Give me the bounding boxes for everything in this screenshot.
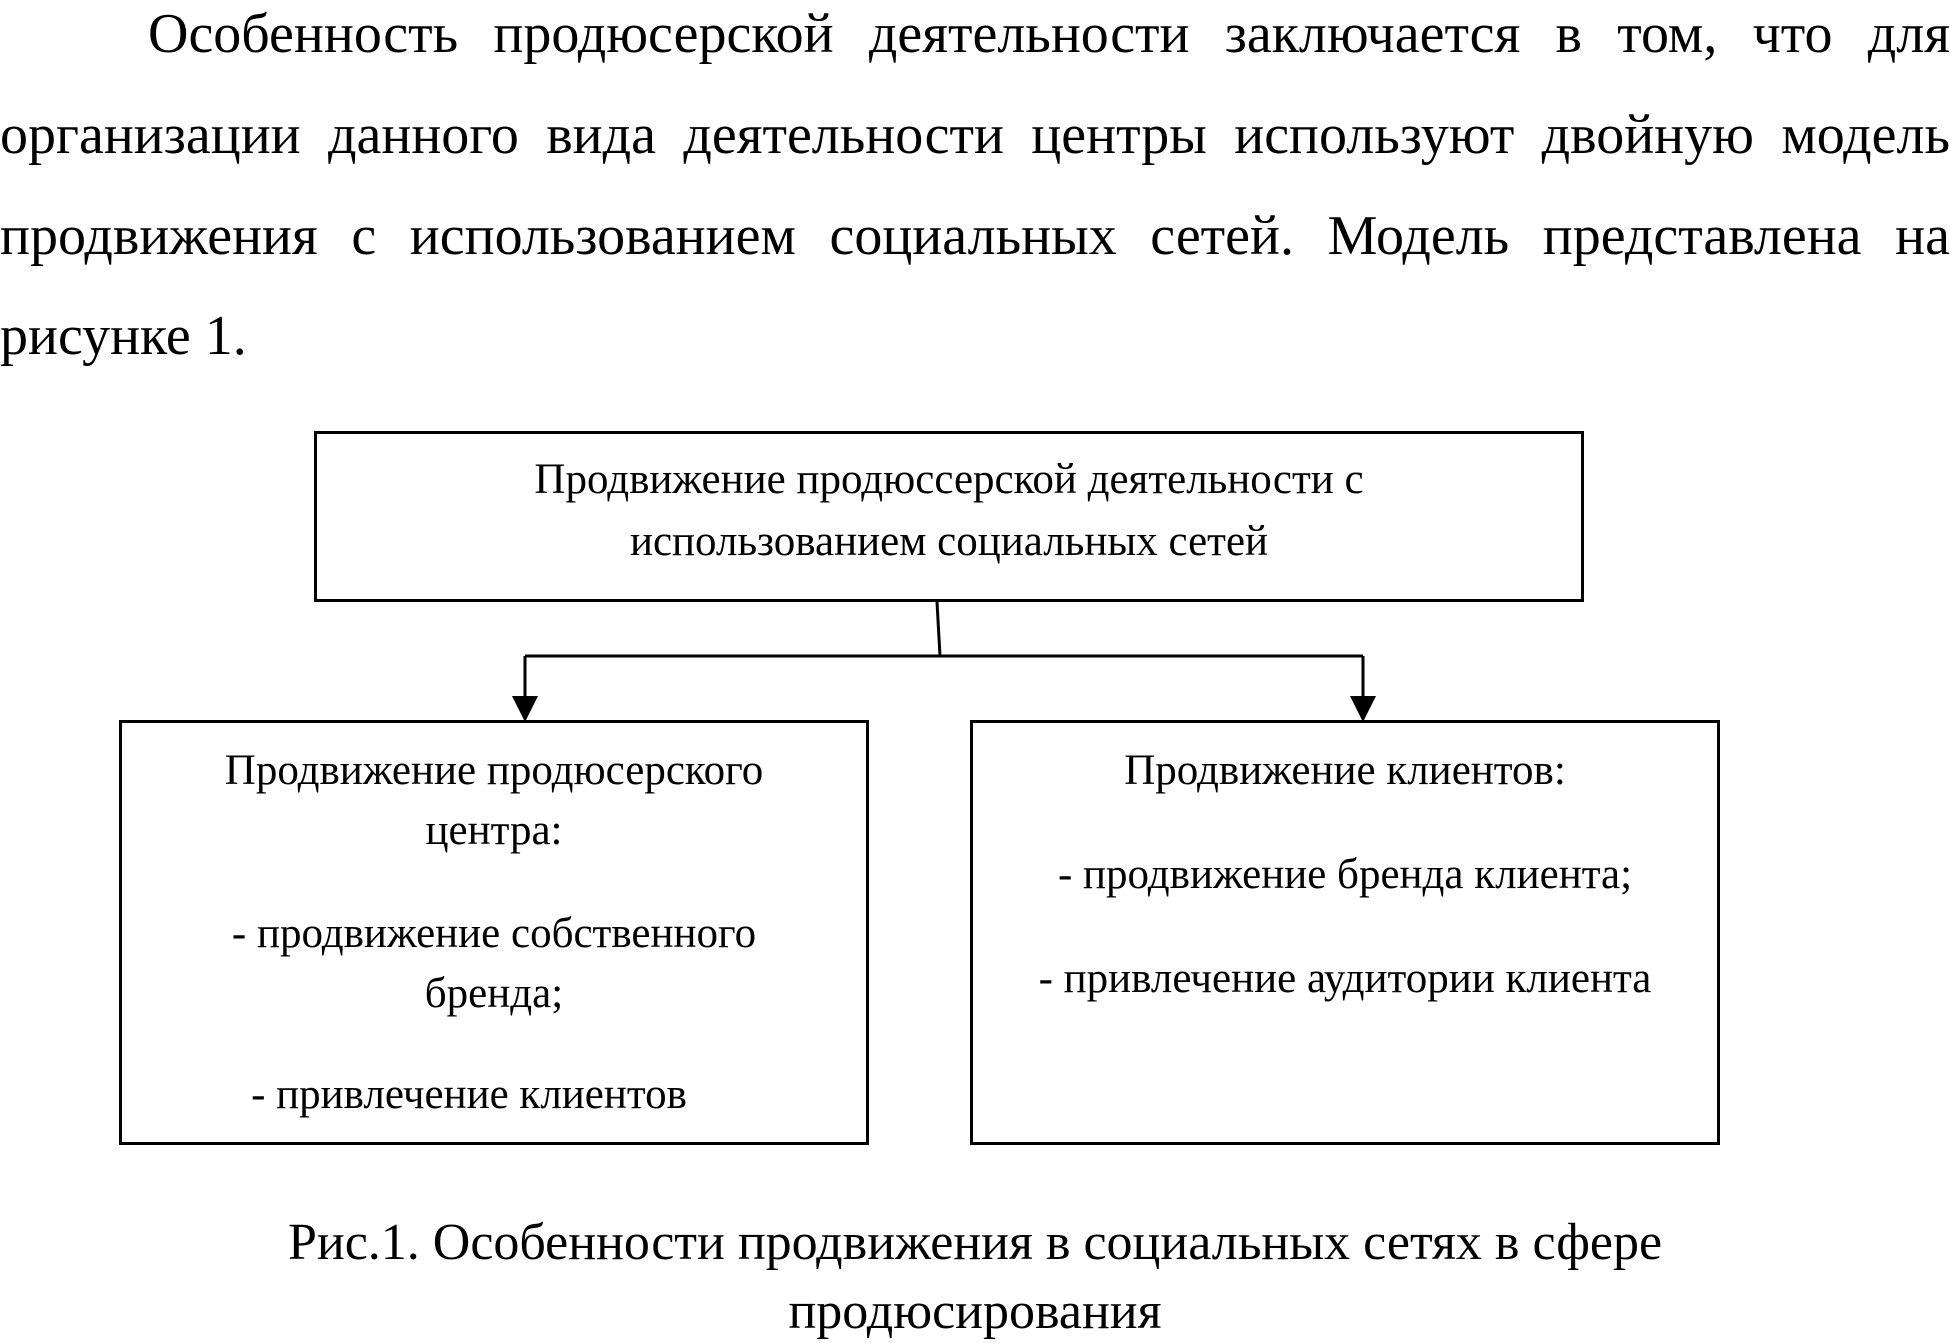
left-box-item-2: - привлечение клиентов (251, 1071, 687, 1118)
top-box-line-2: использованием социальных сетей (629, 518, 1269, 565)
figure-caption-line-1: Рис.1. Особенности продвижения в социальных сетях в сфере (287, 1214, 1663, 1271)
paragraph-word: двойную (1541, 104, 1754, 166)
paragraph-word: продюсерской (493, 3, 834, 65)
paragraph-word: Особенность (148, 3, 459, 65)
paragraph-word: деятельности (683, 104, 1004, 166)
arrow-right-head (1350, 696, 1376, 722)
paragraph-word: данного (328, 104, 519, 166)
paragraph-word: том, (1617, 3, 1718, 65)
top-box-line-1: Продвижение продюссерской деятельности с (534, 456, 1364, 503)
left-box-title-line-2: центра: (425, 807, 563, 854)
right-box-item-1: - продвижение бренда клиента; (1057, 851, 1633, 898)
right-box-item-2: - привлечение аудитории клиента (1038, 955, 1652, 1002)
left-box-title-line-1: Продвижение продюсерского (224, 747, 764, 794)
paragraph-word: с (351, 205, 377, 267)
paragraph-word: Модель (1327, 205, 1510, 267)
left-box-item-1-line-2: бренда; (424, 970, 564, 1017)
diagram-right-box (970, 720, 1720, 1145)
connector-stem (937, 602, 940, 656)
paragraph-word: вида (546, 104, 656, 166)
right-box-title: Продвижение клиентов: (1124, 747, 1566, 794)
paragraph-word: продвижения (0, 205, 318, 267)
left-box-item-1-line-1: - продвижение собственного (231, 910, 757, 957)
paragraph-word: заключается (1224, 3, 1521, 65)
paragraph-word: центры (1031, 104, 1207, 166)
arrow-left-head (512, 696, 538, 722)
paragraph-word: представлена (1542, 205, 1862, 267)
paragraph-word: что (1752, 3, 1833, 65)
paragraph-word: в (1555, 3, 1582, 65)
diagram-left-box (119, 720, 869, 1145)
paragraph-word: использованием (409, 205, 796, 267)
paragraph-line-4: рисунке 1. (0, 305, 247, 367)
diagram-top-box (314, 431, 1584, 602)
paragraph-word: модель (1781, 104, 1950, 166)
paragraph-word: деятельности (868, 3, 1190, 65)
paragraph-word: для (1867, 3, 1950, 65)
paragraph-word: используют (1234, 104, 1515, 166)
paragraph-word: организации (0, 104, 301, 166)
paragraph-word: на (1895, 205, 1950, 267)
paragraph-word: социальных (829, 205, 1117, 267)
paragraph-word: сетей. (1150, 205, 1294, 267)
figure-caption-line-2: продюсирования (788, 1283, 1162, 1340)
